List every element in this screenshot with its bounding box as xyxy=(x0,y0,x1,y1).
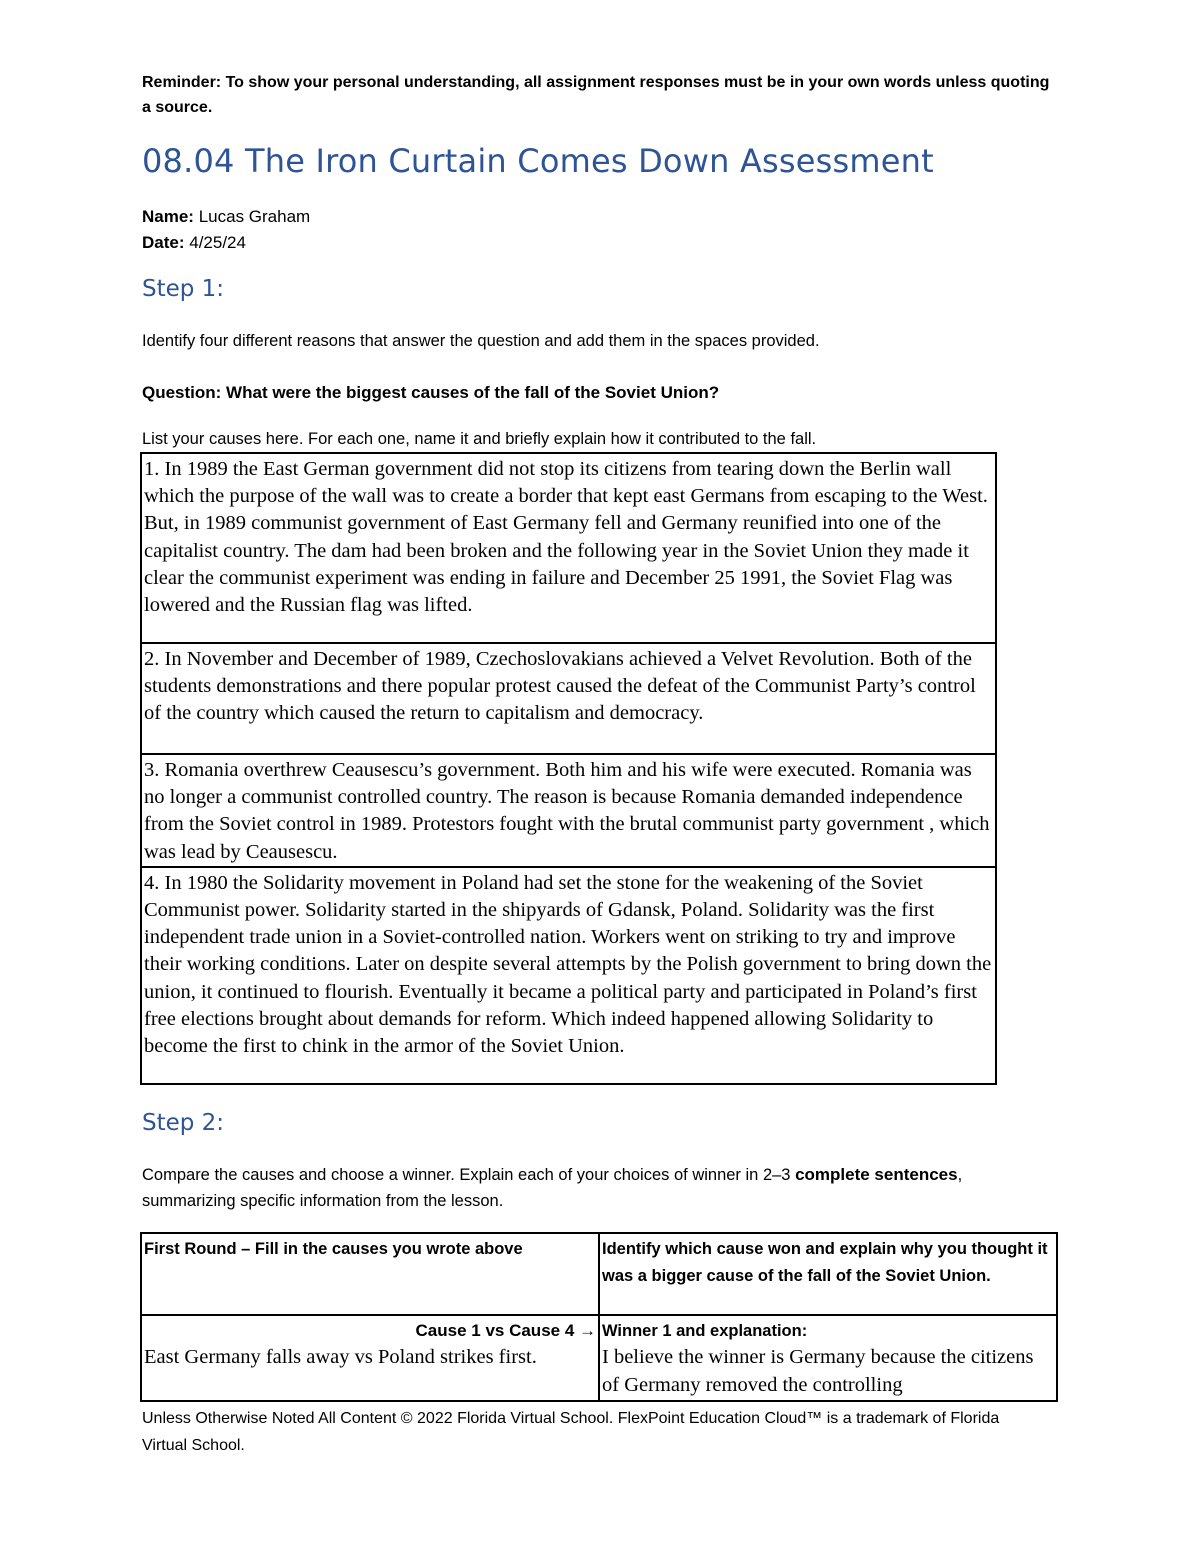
reminder-text: Reminder: To show your personal understanding, all assignment responses must be in your own words unless quoting a source. xyxy=(142,74,1050,116)
table-row xyxy=(141,453,996,643)
step2-heading: Step 2: xyxy=(142,1110,225,1136)
name-label: Name: xyxy=(142,207,194,226)
name-value: Lucas Graham xyxy=(198,207,311,226)
table-row xyxy=(141,643,996,754)
date-line xyxy=(142,230,246,256)
step2-instruction-start: Compare the causes and choose a winner. Explain each of your choices of winner in 2–3 xyxy=(142,1166,796,1184)
vs-text: East Germany falls away vs Poland strikes first. xyxy=(144,1346,537,1368)
header-right: Identify which cause won and explain why you thought it was a bigger cause of the fall of the Soviet Union. xyxy=(599,1233,1057,1315)
table-row xyxy=(141,1233,1057,1315)
cause-2-cell[interactable]: 2. In November and December of 1989, Czechoslovakians achieved a Velvet Revolution. Both of the students demonstrations and there popular protest caused the defeat of the Communist Party’s control of the country which caused the return to capitalism and democracy. xyxy=(141,643,996,754)
step2-instruction xyxy=(142,1162,1022,1214)
causes-table xyxy=(140,452,997,1085)
step1-heading: Step 1: xyxy=(142,276,225,302)
table-row xyxy=(141,1315,1057,1401)
table-row xyxy=(141,867,996,1084)
page-title: 08.04 The Iron Curtain Comes Down Assessment xyxy=(142,142,934,180)
step1-question: Question: What were the biggest causes of the fall of the Soviet Union? xyxy=(142,383,720,402)
cause-1-cell[interactable]: 1. In 1989 the East German government did not stop its citizens from tearing down the Berlin wall which the purpose of the wall was to create a border that kept east Germans from escaping to the West. But, in 1989 communist government of East Germany fell and Germany reunified into one of the capitalist country. The dam had been broken and the following year in the Soviet Union they made it clear the communist experiment was ending in failure and December 25 1991, the Soviet Flag was lowered and the Russian flag was lifted. xyxy=(141,453,996,643)
table-row xyxy=(141,754,996,867)
step1-list-prompt: List your causes here. For each one, name it and briefly explain how it contributed to the fall. xyxy=(142,430,817,448)
step1-instruction: Identify four different reasons that answer the question and add them in the spaces provided. xyxy=(142,332,820,350)
date-value: 4/25/24 xyxy=(189,233,246,252)
header-left: First Round – Fill in the causes you wrote above xyxy=(141,1233,599,1315)
rounds-table xyxy=(140,1232,1058,1402)
vs-label: Cause 1 vs Cause 4 → xyxy=(415,1321,596,1340)
step2-instruction-bold: complete sentences xyxy=(795,1165,958,1184)
winner-text: I believe the winner is Germany because the citizens of Germany removed the controlling xyxy=(602,1346,1034,1396)
round1-causes-cell[interactable] xyxy=(141,1315,599,1401)
footer-copyright: Unless Otherwise Noted All Content © 2022 Florida Virtual School. FlexPoint Education Cloud™ is a trademark of Florida Virtual School. xyxy=(142,1410,1000,1454)
step2-instruction-end: , summarizing specific information from the lesson. xyxy=(142,1166,963,1210)
date-label: Date: xyxy=(142,233,185,252)
name-line xyxy=(142,204,310,230)
winner-label: Winner 1 and explanation: xyxy=(602,1322,808,1340)
cause-4-cell[interactable]: 4. In 1980 the Solidarity movement in Poland had set the stone for the weakening of the Soviet Communist power. Solidarity started in the shipyards of Gdansk, Poland. Solidarity was the first independent trade union in a Soviet-controlled nation. Workers went on striking to try and improve their working conditions. Later on despite several attempts by the Polish government to bring down the union, it continued to flourish. Eventually it became a political party and participated in Poland’s first free elections brought about demands for reform. Which indeed happened allowing Solidarity to become the first to chink in the armor of the Soviet Union. xyxy=(141,867,996,1084)
cause-3-cell[interactable]: 3. Romania overthrew Ceausescu’s government. Both him and his wife were executed. Romania was no longer a communist controlled country. The reason is because Romania demanded independence from the Soviet control in 1989. Protestors fought with the brutal communist party government , which was lead by Ceausescu. xyxy=(141,754,996,867)
round1-winner-cell[interactable] xyxy=(599,1315,1057,1401)
